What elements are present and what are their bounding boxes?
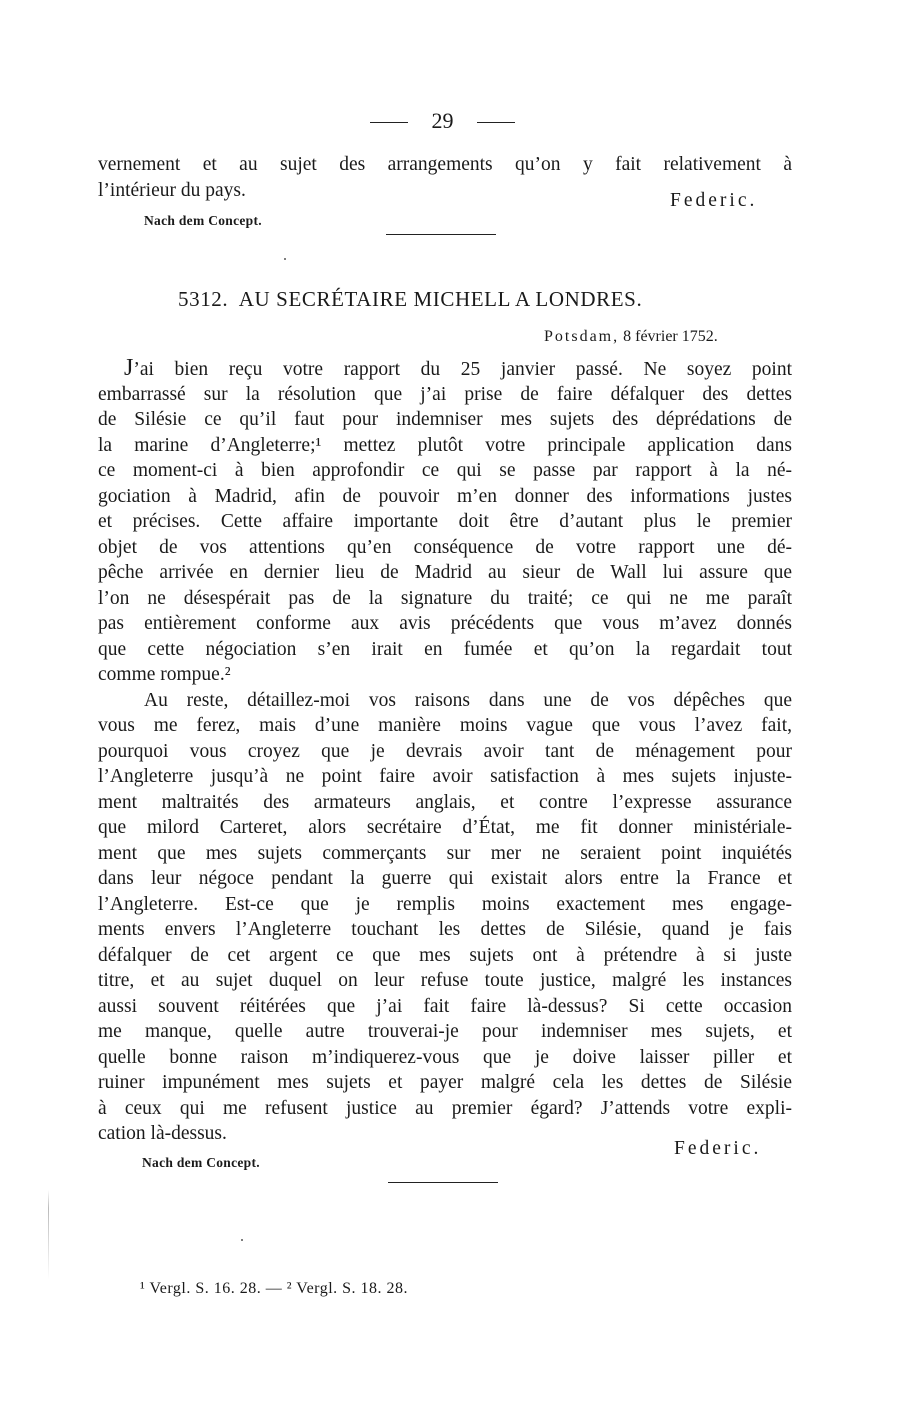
letter-line-22: l’Angleterre. Est-ce que je remplis moins exactement mes engage- [98,894,792,915]
print-speck-2 [241,1239,243,1241]
letter-line-31: cation là-dessus. [98,1123,227,1144]
letter-line-7: et précises. Cette affaire importante doit être d’autant plus le premier [98,511,792,532]
letter-line-23: ments envers l’Angleterre touchant les dettes de Silésie, quand je fais [98,919,792,940]
letter-line-6: gociation à Madrid, afin de pouvoir m’en donner des informations justes [98,486,792,507]
page-number: 29 [431,108,454,133]
section-divider-2 [388,1182,498,1183]
letter-line-19: que milord Carteret, alors secrétaire d’État, me fit donner ministériale- [98,817,792,838]
letter-line-13: comme rompue.² [98,664,231,685]
letter-line-3: de Silésie ce qu’il faut pour indemniser mes sujets des déprédations de [98,409,792,430]
page-number-header [370,108,515,136]
letter-line-30: à ceux qui me refusent justice au premier égard? J’attends votre expli- [98,1098,792,1119]
letter-line-14: Au reste, détaillez-moi vos raisons dans une de vos dépêches que [144,690,792,711]
letter-line-24: défalquer de cet argent ce que mes sujets ont à prétendre à si juste [98,945,792,966]
margin-artifact [48,1190,49,1280]
continuation-signature: Federic. [670,190,758,211]
letter-line-20: ment que mes sujets commerçants sur mer ne seraient point inquiétés [98,843,792,864]
first-letter: J [124,355,134,381]
footnotes: ¹ Vergl. S. 16. 28. — ² Vergl. S. 18. 28. [140,1280,409,1297]
letter-line-1-text: ’ai bien reçu votre rapport du 25 janvier passé. Ne soyez point [133,359,792,380]
letter-line-25: titre, et au sujet duquel on leur refuse toute justice, malgré les instances [98,970,792,991]
letter-line-12: que cette négociation s’en irait en fumée et qu’on la regardait tout [98,639,792,660]
dateline-place: Potsdam, [544,328,620,345]
letter-line-8: objet de vos attentions qu’en conséquence de votre rapport une dé- [98,537,792,558]
letter-line-9: pêche arrivée en dernier lieu de Madrid au sieur de Wall lui assure que [98,562,792,583]
letter-line-1 [124,356,792,382]
print-speck [284,258,286,260]
letter-line-29: ruiner impunément mes sujets et payer malgré cela les dettes de Silésie [98,1072,792,1093]
letter-signature: Federic. [674,1138,762,1159]
letter-line-5: ce moment-ci à bien approfondir ce qui se passe par rapport à la né- [98,460,792,481]
letter-line-26: aussi souvent réitérées que j’ai fait faire là-dessus? Si cette occasion [98,996,792,1017]
letter-line-17: l’Angleterre jusqu’à ne point faire avoir satisfaction à mes sujets injuste- [98,766,792,787]
letter-number: 5312. [178,287,229,311]
letter-line-18: ment maltraités des armateurs anglais, et contre l’expresse assurance [98,792,792,813]
header-dash-right [477,122,515,123]
letter-line-21: dans leur négoce pendant la guerre qui existait alors entre la France et [98,868,792,889]
letter-line-27: me manque, quelle autre trouverai-je pour indemniser mes sujets, et [98,1021,792,1042]
continuation-line-1: vernement et au sujet des arrangements qu’on y fait relativement à [98,154,792,175]
letter-source-note: Nach dem Concept. [142,1155,260,1170]
letter-line-15: vous me ferez, mais d’une manière moins vague que vous l’avez fait, [98,715,792,736]
letter-recipient: AU SECRÉTAIRE MICHELL A LONDRES. [238,287,643,311]
section-divider-1 [386,234,496,235]
letter-line-2: embarrassé sur la résolution que j’ai prise de faire défalquer des dettes [98,384,792,405]
letter-line-16: pourquoi vous croyez que je devrais avoir tant de ménagement pour [98,741,792,762]
dateline [544,328,718,346]
continuation-line-2: l’intérieur du pays. [98,180,246,201]
letter-heading [178,287,642,312]
letter-line-28: quelle bonne raison m’indiquerez-vous que je doive laisser piller et [98,1047,792,1068]
letter-line-4: la marine d’Angleterre;¹ mettez plutôt votre principale application dans [98,435,792,456]
dateline-date: 8 février 1752. [623,328,718,345]
letter-line-11: pas entièrement conforme aux avis précédents que vous m’avez donnés [98,613,792,634]
continuation-source-note: Nach dem Concept. [144,213,262,228]
letter-line-10: l’on ne désespérait pas de la signature du traité; ce qui ne me paraît [98,588,792,609]
